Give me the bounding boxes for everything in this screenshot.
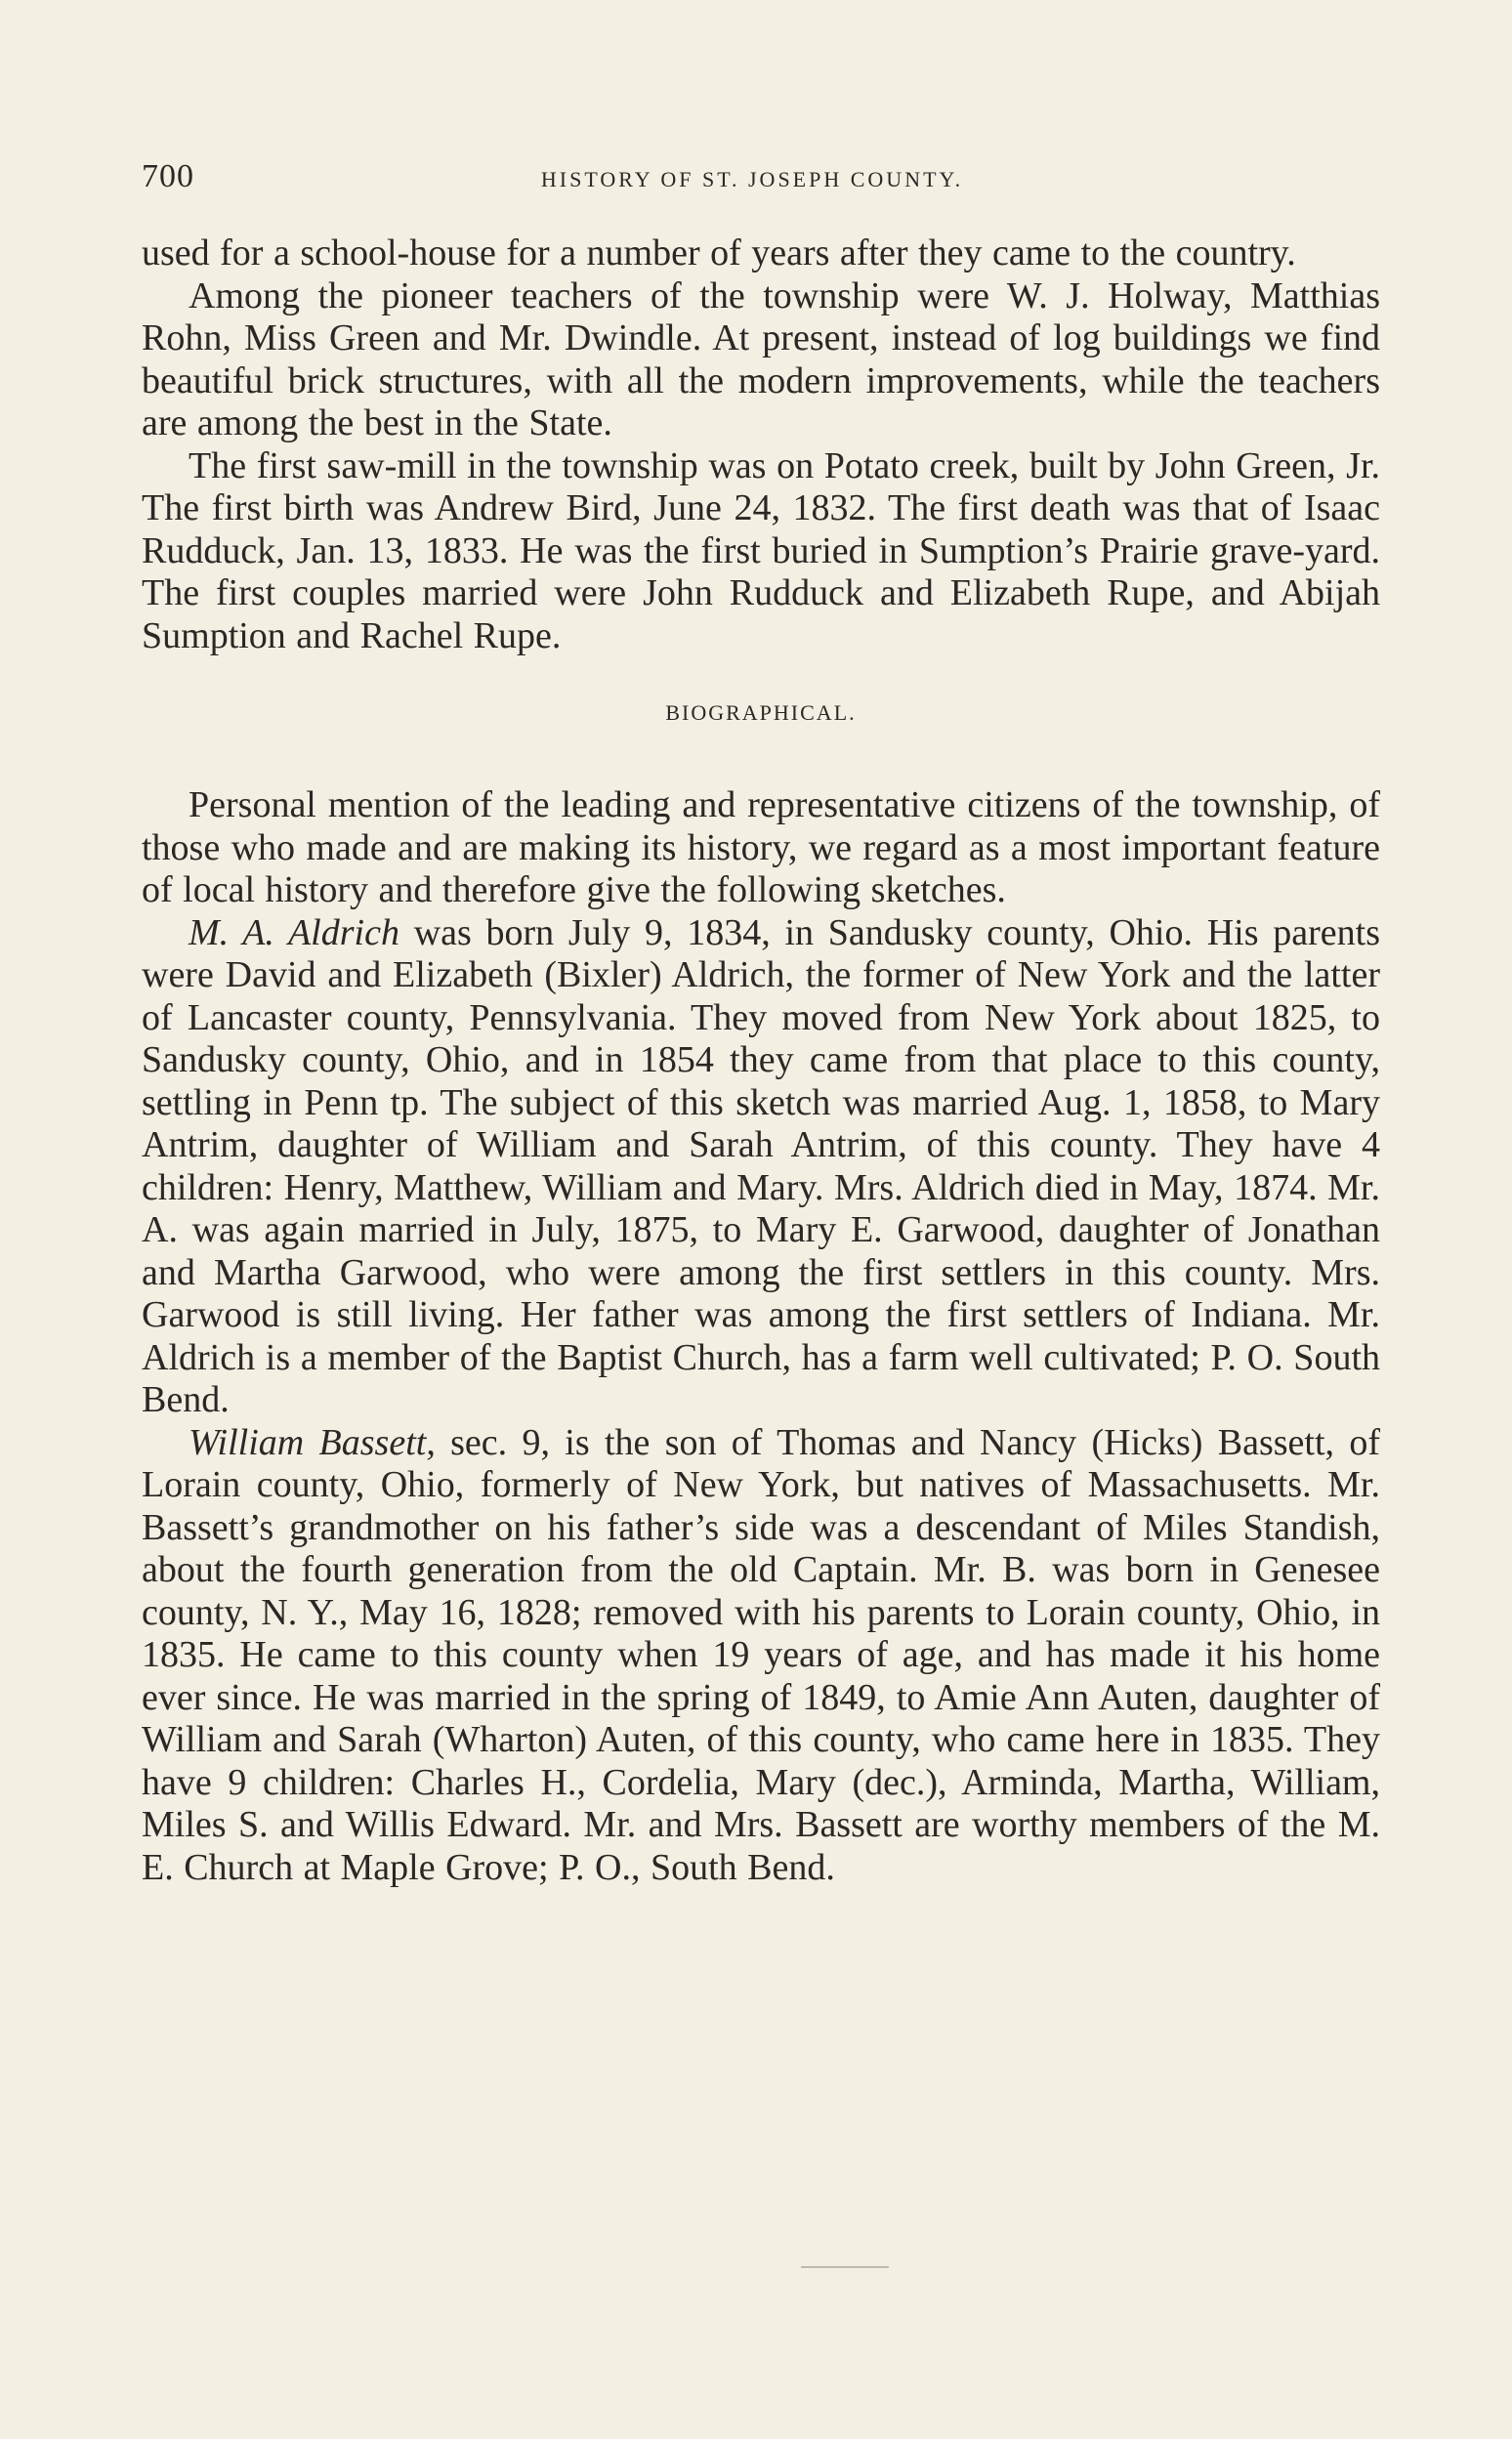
bio-name-aldrich: M. A. Aldrich xyxy=(189,911,399,953)
bio-text-aldrich: was born July 9, 1834, in Sandusky county, Ohio. His parents were David and Elizabeth (Bixler) Aldrich, the former of New York and the latter of Lancaster county, Pennsylvania. They moved from New York about 1825, to Sandusky county, Ohio, and in 1854 they came from that place to this county, settling in Penn tp. The subject of this sketch was married Aug. 1, 1858, to Mary Antrim, daughter of William and Sarah Antrim, of this county. They have 4 children: Henry, Matthew, William and Mary. Mrs. Aldrich died in May, 1874. Mr. A. was again married in July, 1875, to Mary E. Garwood, daughter of Jonathan and Martha Garwood, who were among the first settlers in this county. Mrs. Garwood is still living. Her father was among the first settlers of Indiana. Mr. Aldrich is a member of the Baptist Church, has a farm well cultivated; P. O. South Bend. xyxy=(142,911,1380,1420)
paragraph-pioneer-teachers: Among the pioneer teachers of the township were W. J. Holway, Matthias Rohn, Miss Green and Mr. Dwindle. At present, instead of log buildings we find beautiful brick structures, with all the modern improvements, while the teachers are among the best in the State. xyxy=(142,274,1380,443)
page-body xyxy=(142,232,1380,1889)
bio-text-bassett: , sec. 9, is the son of Thomas and Nancy (Hicks) Bassett, of Lorain county, Ohio, formerly of New York, but natives of Massachusetts. Mr. Bassett’s grandmother on his father’s side was a descendant of Miles Standish, about the fourth generation from the old Captain. Mr. B. was born in Genesee county, N. Y., May 16, 1828; removed with his parents to Lorain county, Ohio, in 1835. He came to this county when 19 years of age, and has made it his home ever since. He was married in the spring of 1849, to Amie Ann Auten, daughter of William and Sarah (Wharton) Auten, of this county, who came here in 1835. They have 9 children: Charles H., Cordelia, Mary (dec.), Arminda, Martha, William, Miles S. and Willis Edward. Mr. and Mrs. Bassett are worthy members of the M. E. Church at Maple Grove; P. O., South Bend. xyxy=(142,1421,1381,1888)
running-title: HISTORY OF ST. JOSEPH COUNTY. xyxy=(540,167,964,191)
page-number: 700 xyxy=(142,158,194,194)
bio-aldrich xyxy=(142,912,1380,1422)
paragraph-first-events: The first saw-mill in the township was on Potato creek, built by John Green, Jr. The first birth was Andrew Bird, June 24, 1832. The first death was that of Isaac Rudduck, Jan. 13, 1833. He was the first buried in Sumption’s Prairie grave-yard. The first couples married were John Rudduck and Elizabeth Rupe, and Abijah Sumption and Rachel Rupe. xyxy=(142,444,1380,656)
page-header xyxy=(142,158,1363,197)
bio-name-bassett: William Bassett xyxy=(189,1421,427,1463)
print-mark xyxy=(801,2266,889,2268)
section-heading-biographical: BIOGRAPHICAL. xyxy=(665,700,857,725)
paragraph-biographical-intro: Personal mention of the leading and representative citizens of the township, of those who made and are making its history, we regard as a most important feature of local history and therefore give the following sketches. xyxy=(142,784,1380,910)
bio-bassett xyxy=(142,1422,1380,1890)
paragraph-continued: used for a school-house for a number of years after they came to the country. xyxy=(142,232,1296,273)
